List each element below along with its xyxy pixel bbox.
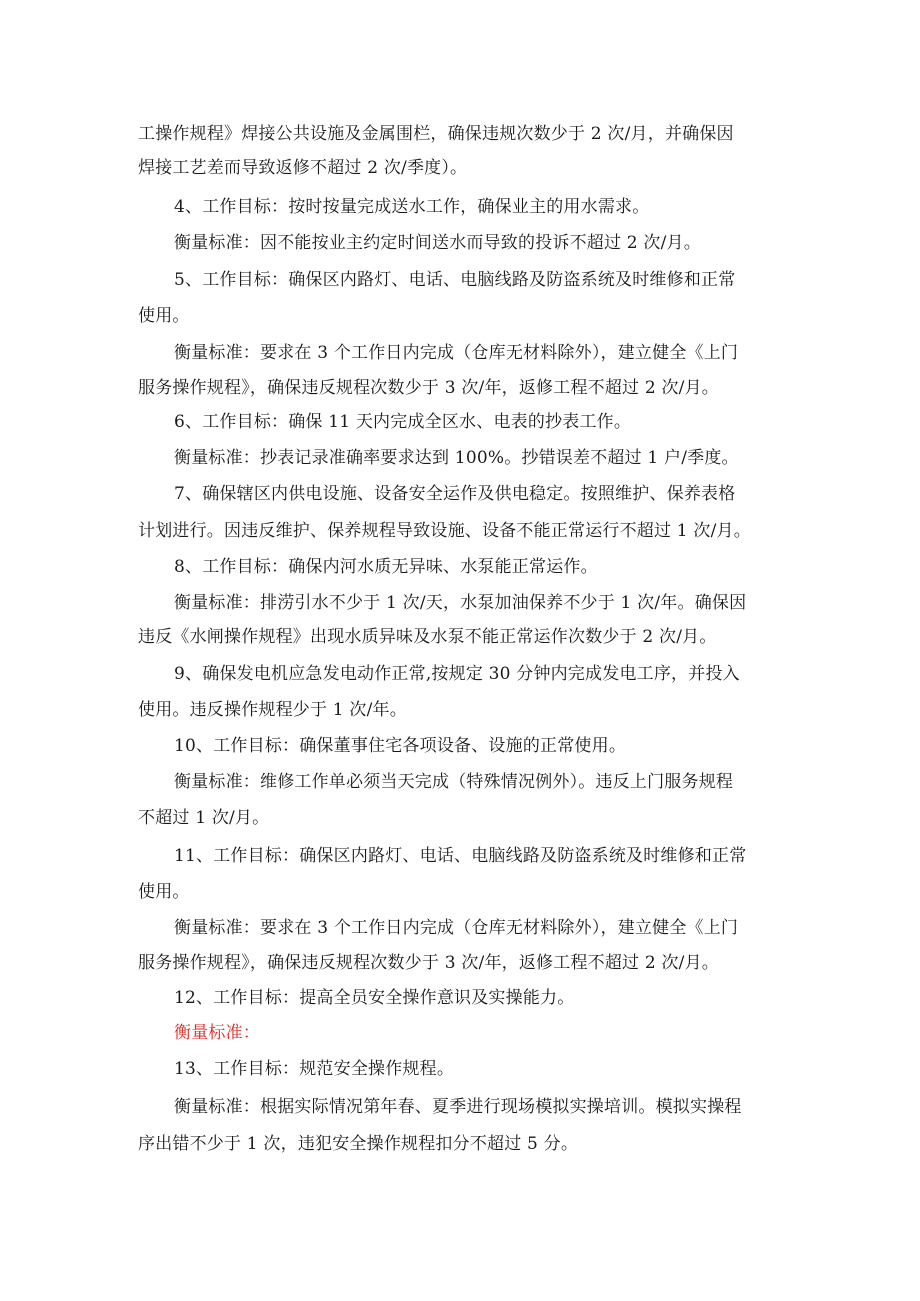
text-line: 序出错不少于 1 次，违犯安全操作规程扣分不超过 5 分。 [138,1134,579,1154]
text-line: 11、工作目标：确保区内路灯、电话、电脑线路及防盗系统及时维修和正常 [174,846,747,866]
text-line: 13、工作目标：规范安全操作规程。 [174,1059,455,1079]
text-line: 衡量标准：根据实际情况第年春、夏季进行现场模拟实操培训。模拟实操程 [174,1097,742,1117]
highlighted-text-line: 衡量标准： [174,1023,260,1043]
text-line: 计划进行。因违反维护、保养规程导致设施、设备不能正常运行不超过 1 次/月。 [138,521,751,541]
text-line: 8、工作目标：确保内河水质无异味、水泵能正常运作。 [174,557,598,577]
text-line: 7、确保辖区内供电设施、设备安全运作及供电稳定。按照维护、保养表格 [174,484,736,504]
text-line: 5、工作目标：确保区内路灯、电话、电脑线路及防盗系统及时维修和正常 [174,270,736,290]
text-line: 服务操作规程》，确保违反规程次数少于 3 次/年，返修工程不超过 2 次/月。 [138,378,720,398]
text-line: 衡量标准：要求在 3 个工作日内完成（仓库无材料除外），建立健全《上门 [174,918,739,938]
text-line: 使用。违反操作规程少于 1 次/年。 [138,700,407,720]
text-line: 6、工作目标：确保 11 天内完成全区水、电表的抄表工作。 [174,412,632,432]
text-line: 衡量标准：排涝引水不少于 1 次/天，水泵加油保养不少于 1 次/年。确保因 [174,593,747,613]
text-line: 10、工作目标：确保董事住宅各项设备、设施的正常使用。 [174,736,627,756]
text-line: 焊接工艺差而导致返修不超过 2 次/季度）。 [138,158,468,178]
text-line: 9、确保发电机应急发电动作正常,按规定 30 分钟内完成发电工序，并投入 [174,664,740,684]
text-line: 4、工作目标：按时按量完成送水工作，确保业主的用水需求。 [174,197,650,217]
text-line: 违反《水闸操作规程》出现水质异味及水泵不能正常运作次数少于 2 次/月。 [138,627,717,647]
text-line: 衡量标准：维修工作单必须当天完成（特殊情况例外）。违反上门服务规程 [174,772,734,792]
text-line: 衡量标准：因不能按业主约定时间送水而导致的投诉不超过 2 次/月。 [174,233,701,253]
text-line: 使用。 [138,306,190,326]
text-line: 工操作规程》焊接公共设施及金属围栏，确保违规次数少于 2 次/月，并确保因 [138,124,734,144]
text-line: 衡量标准：要求在 3 个工作日内完成（仓库无材料除外），建立健全《上门 [174,343,739,363]
text-line: 衡量标准：抄表记录准确率要求达到 100%。抄错误差不超过 1 户/季度。 [174,448,739,468]
text-line: 服务操作规程》，确保违反规程次数少于 3 次/年，返修工程不超过 2 次/月。 [138,953,720,973]
text-line: 使用。 [138,882,190,902]
text-line: 不超过 1 次/月。 [138,808,270,828]
text-line: 12、工作目标：提高全员安全操作意识及实操能力。 [174,988,575,1008]
